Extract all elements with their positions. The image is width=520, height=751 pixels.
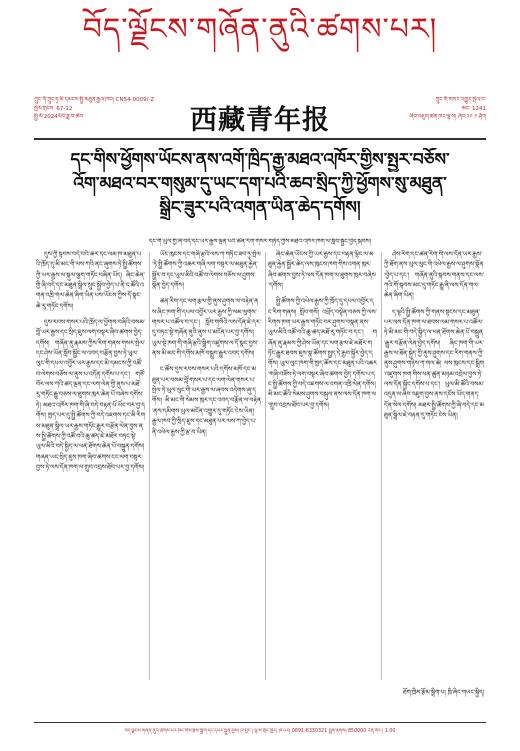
header-left-info (34, 96, 184, 122)
column-divider (265, 252, 266, 680)
column-divider (149, 252, 150, 680)
article-paragraph: ང་ཚོས་དུས་རབས་གསར་པའི་དགོས་མཁོ་དང་མཐུན་པར་བསམ་བློ་གསར་པ་དང་ལག་ལེན་གསར་པ་སྤེལ་ཏེ་ཡུལ་ལུང་གི་ཡར་རྒྱས་ལ་ཞབས་འདེགས་ཞུ་དགོས། མི་མང་གི་སེམས་ཁུར་དང་འབད་བརྩོན་ལ་བརྟེན་ནས་དམིགས་ཡུལ་མངོན་འགྱུར་དུ་གཏོང་ངེས་ཡིན། རྒྱལ་ཁབ་ཀྱི་སྲིད་ཇུས་དང་མཐུན་པར་ལས་ཀ་བྱེད་པ་ནི་འཕེལ་རྒྱས་ཀྱི་རྩ་བ་ཡིན། (152, 366, 261, 436)
masthead-tibetan-title: བོད་ལྗོངས་གཞོན་ནུའི་ཚགས་པར། (82, 12, 438, 47)
article-paragraph: ཡོང་ཁུངས་དང་གཞི་རྩའི་ལས་ཀ་གཏིང་ཟབ་ཏུ་སྤེལ་ཏེ་སྤྱི་ཚོགས་ཀྱི་འཆར་གཞི་ལག་བསྟར་ལ་མཐུན་རྐྱེན་སྦྱོར་བ་དང་ཡུལ་མིའི་འཚོ་བ་ལེགས་བཅོས་ལ་ཤུགས་སྣོན་བྱེད་དགོས། (152, 251, 261, 290)
header-right-line: ཨང་ 1241 (461, 105, 486, 112)
author-signature: ཐོག་ཁྲིམ་རྩོམ་སྒྲིག་པ། ཁྲི་ཞིང་གཡང་སྐྱིད། (402, 689, 484, 696)
header-left-line: ཀྲུང་གོ་ཀྲུང་ཧྭ་མི་དམངས་སྤྱི་མཐུན་རྒྱལ་ཁབ། CN54-0009/-Z (34, 97, 155, 103)
masthead-rule (34, 138, 486, 140)
article-paragraph: དུས་ཀྱི་སྟབས་བདེ་བའི་ཆར་དང་ལམ་ཁ་མཐུན་པའི་ཁྲོད་དུ་མི་མང་གི་ལས་ཀའི་ནང་ཞུགས་ཏེ་སྤྱི་ཚོགས་ཀྱི་ཡར་རྒྱས་ལ་སྐུལ་ལྕག་གཏོང་བཞིན་ཡོད། ཞིང་ཆེན་གྱི་ཞི་བདེ་དང་མཐུན་སྒྲིལ་སྲུང་སྐྱོབ་བྱེད་པ་ནི་ང་ཚོའི་འགན་འཁྲི་གལ་ཆེན་ཞིག་ཡིན་པས་ཡོངས་ཀྱིས་དོ་སྣང་ཆེ་རུ་གཏོང་དགོས། (36, 251, 145, 310)
header-right-info (336, 96, 486, 122)
article-paragraph: ཚན་རིག་དང་ལག་རྩལ་གྱི་ནུས་ཤུགས་ལ་བརྟེན་ནས་ཞིང་ཁག་གི་དཔལ་འབྱོར་ཡར་རྒྱས་ཀྱི་ལམ་ལུགས་གསར་པ་འཚོལ་བ་དང་། སློབ་གསོའི་ལས་དོན་ཇེ་དར་དུ་བཏང་སྟེ་གཞོན་ནུའི་ནུས་པ་མངོན་པར་བྱ་དགོས། ཡུལ་སྡེ་ཁག་གི་གཞི་རྩའི་སྒྲིག་འཛུགས་ལ་དོ་སྣང་བྱས་ནས་མི་མང་གི་དགོས་མཁོ་བསྒྲུབ་རྒྱུར་འབད་དགོས། (152, 298, 261, 358)
footer-info: བོད་ལྗོངས་གཞོན་ནུའི་ཚགས་པར་ཁང་གིས་རྩོམ་སྒྲིག་དང་དཔར་སྐྲུན་བྱས། ཁ་བྱང་། ལྷ་ས་གྲོང་ཁྱེར། ཁ་པར། 0891-6330321 སྦྲག་རྟགས། 850000 རིན་གོང་། 1.00 (124, 729, 396, 734)
column-divider (381, 252, 382, 680)
article-column-1 (36, 250, 145, 682)
article-paragraph: ད་ལྟའི་སྤྱི་ཚོགས་ཀྱི་གནས་སྟངས་དང་མཐུན་པར་ལས་དོན་ཁག་ལ་ཐབས་ལམ་གསར་པ་འཚོལ་ཏེ་མི་མང་གི་བདེ་སྐྱིད་ལ་ཕན་ཐོགས་ཆེན་པོ་བསྐྲུན་རྒྱུར་བརྩོན་ལེན་བྱེད་དགོས། ཞིང་ཁག་གི་ཡར་རྒྱས་ལ་ཐོན་སྐྱེད་ཀྱི་ནུས་ཤུགས་དང་རིག་གནས་ཀྱི་ནུས་ཤུགས་གཉིས་ཀ་གལ་ཆེ། ལས་ཁུངས་དང་སྒྲིག་འཛུགས་ཁག་གིས་ཕན་ཚུན་མཉམ་འབྲེལ་བྱས་ཏེ་ལས་དོན་སྐྱོང་དགོས་པ་དང་། ཡུལ་མི་ཚོའི་བསམ་འདུན་ལ་ཞིབ་འཇུག་བྱས་ནས་དངོས་ཡོད་གནད་དོན་སེལ་དགོས། མཐར་སྤྱི་ཚོགས་ཀྱི་ཞི་བདེ་དང་མཐུན་སྒྲིལ་ཇེ་བརྟན་དུ་གཏོང་ངེས་ཡིན། (384, 308, 484, 420)
article-paragraph: ཞིང་ཆེན་ཡོངས་ཀྱི་ཡར་རྒྱས་དང་བརྟན་ལྷིང་ལ་མཐུན་རྐྱེན་སྦྱོར་ཆེད་ལས་ཁུངས་ཁག་གིས་འགན་ཁུར་ཞིབ་ཚགས་བྱས་ཏེ་ལས་དོན་ཁག་ལ་ཐུགས་ཁུར་བཞེས་དགོས། (268, 251, 376, 290)
header-left-line: སྤེལ་གྲངས་ 67-12 (34, 105, 73, 112)
article-paragraph: ཤེས་རིག་དང་ཚན་རིག་གི་ལས་དོན་ཡར་རྒྱས་ཀྱི་ཐོག་ནས་ཡུལ་ལུང་གི་འཕེལ་རྒྱས་ལ་ཤུགས་སྣོན་བྱེད་པ་དང་། གཞོན་ནུའི་སྐབས་གནས་དང་ལས་ཀའི་གོ་སྐབས་མང་དུ་གཏོང་རྒྱུ་ནི་ལས་དོན་གལ་ཆེན་ཞིག་ཡིན། (384, 251, 484, 300)
article-paragraph: དུས་རབས་གསར་པའི་ཁྲོད་ལ་ཕྱོགས་བཞིའི་བསམ་བློ་ཡར་རྒྱས་དང་སྲིད་ཇུས་ལག་བསྟར་ཞིབ་ཚགས་བྱེད་དགོས། གཞོན་ནུ་རྣམས་ཀྱིས་རིག་གནས་གསར་སྤེལ་དང་ཤེས་ཡོན་སློབ་སྦྱོང་ལ་འབད་བརྩོན་བྱས་ཏེ་ཡུལ་ལུང་གི་དཔལ་འབྱོར་ཡར་རྒྱས་དང་མི་དམངས་ཀྱི་འཚོ་བ་ལེགས་བཅོས་ལ་ནུས་པ་འདོན་དགོས་པ་དང་། གཙོ་བོར་ལས་ཀའི་ཚད་ལྡན་དང་ལག་ལེན་གྱི་ནུས་པ་མཐོ་རུ་གཏོང་རྒྱུ་བཅས་ལ་ཐུགས་ཁུར་ཆེན་པོ་བཞེས་དགོས་ཏེ། མཐའ་འཁོར་ཁག་གི་ཞི་བདེ་བརྟན་པོ་ཡོང་བར་བྱ་དགོས། ཁྱད་པར་དུ་སྤྱི་ཚོགས་ཀྱི་བདེ་འཇགས་དང་མི་རིགས་མཐུན་སྒྲིལ་ཡར་རྒྱས་གཏོང་རྒྱུར་བརྩོན་ལེན་བྱས་ནས་སྤྱི་ཚོགས་ཀྱི་འཚོ་བའི་ཆུ་ཚད་ཇེ་མཐོར་བཏང་སྟེ་ཡུལ་མིའི་བདེ་སྐྱིད་ལ་ཕན་ཐོགས་ཆེན་པོ་བསྐྲུན་དགོས། གཞན་ཡང་སྲིད་ཇུས་ཁག་ཞིབ་ཚགས་ངང་ལག་བསྟར་བྱས་ཏེ་ལས་དོན་ཁག་ལ་གྲུབ་འབྲས་ཐོབ་པར་བྱ་དགོས། (36, 319, 145, 471)
headline-line-2: འོག་མཐའ་བར་གསུམ་དུ་ཡང་དག་པའི་ཆབ་སྲིད་ཀྱི་ཕྱོགས་སུ་མཐུན་ (73, 174, 447, 194)
header-right-line: ཀྲུང་གོ་གསར་འགྱུར་སྤེལ་བ་ (435, 97, 486, 103)
article-column-4 (384, 250, 484, 682)
article-column-2 (152, 250, 261, 682)
article-paragraph: སྤྱི་ཚོགས་ཀྱི་འཕེལ་རྒྱས་ཀྱི་ཁྲོད་དུ་དཔལ་འབྱོར་དང་རིག་གནས། སློབ་གསོ། འཕྲོད་བསྟེན་བཅས་ཀྱི་ལས་རིགས་ཁག་ཡར་རྒྱས་གཏོང་བར་ཤུགས་བསྣན་ནས་ཡུལ་མིའི་འཚོ་བའི་ཆུ་ཚད་མཐོ་རུ་གཏོང་བ་དང་། གཞོན་ནུ་རྣམས་ཀྱི་ཤེས་ཡོན་དང་ལག་རྩལ་ཇེ་མཐོར་གཏོང་རྒྱུར་ཐབས་ཇུས་སྣ་ཚོགས་སྤྱད་དེ་རྒྱབ་སྐྱོར་བྱེད་དགོས། ཡུལ་ལུང་ཁག་གི་ཁྱད་ཆོས་དང་མཐུན་པའི་འཆར་གཞི་བཟོས་ཏེ་ལག་བསྟར་ཞིབ་ཚགས་བྱེད་དགོས་པ་དང་སྤྱི་ཚོགས་ཀྱི་བདེ་འཇགས་ལ་འགན་འཁྲི་ལེན་དགོས། མི་མང་ཚོའི་སེམས་ཤུགས་བསྐུལ་ནས་ལས་དོན་ཁག་ལ་གྲུབ་འབྲས་ཐོབ་པར་བྱ་དགོས། (268, 298, 377, 409)
masthead-chinese-title: 西藏青年报 (190, 105, 330, 136)
headline-line-3: སྒྲིང་ཟུར་པའི་འགན་ཡིན་ཆེད་དགོས། (159, 198, 361, 218)
header-left-line: སྤྱི་ལོ་2024ལོའི་ཟླ་བ་ཚེས་ (34, 114, 85, 120)
article-column-3 (268, 250, 377, 682)
headline-line-1: དང་གིས་ཕྱོགས་ཡོངས་ནས་འགོ་ཁྲིད་རྒྱ་མཐའ་འཁོར་གྱིས་སྤྱར་བཅོས་ (70, 150, 450, 170)
byline: དང་གི་ཡུལ་གྱི་ཞི་བདེ་དང་ཡར་རྒྱས་ལྡན་པའི་ཚན་རིག་གསར་གཏོད་ཀྱིས་མཐའ་འཁོར་ཁག་ལ་སློབ་སྦྱོང་བྱེད་སྐབས། (148, 238, 371, 245)
footer-rule (34, 722, 486, 723)
header-right-line: ཞིབ་འཇུག་ཚན་ཁང་ལྷ་ས། ཞིབ་༢༠ ༡ ཤོག (409, 114, 486, 120)
